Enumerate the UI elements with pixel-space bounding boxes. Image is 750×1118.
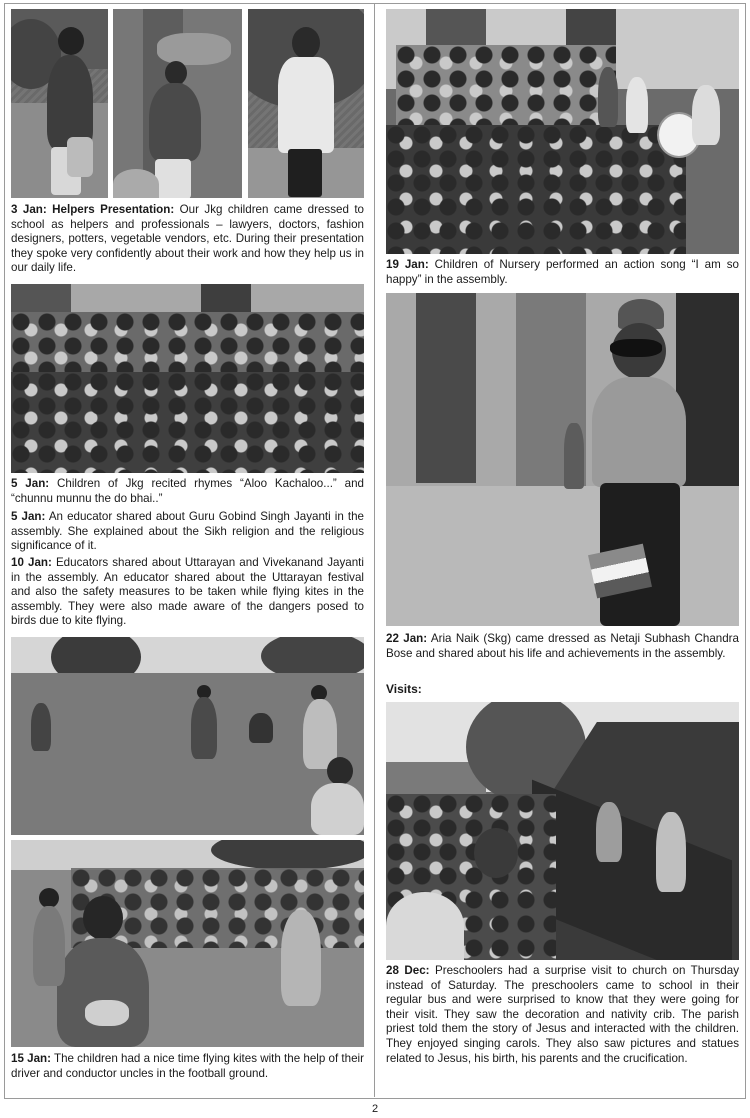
caption-5jan-guru (11, 510, 364, 554)
caption-5jan-rhymes (11, 477, 364, 506)
text-5jan-rhymes: Children of Jkg recited rhymes “Aloo Kachaloo...” and “chunnu munnu the do bhai..” (11, 477, 364, 505)
text-5jan-guru: An educator shared about Guru Gobind Singh Jayanti in the assembly. She explained about the Sikh religion and the religious significance of it. (11, 510, 364, 553)
text-19jan: Children of Nursery performed an action song “I am so happy” in the assembly. (386, 258, 739, 286)
photo-netaji-costume (386, 293, 739, 626)
photo-nursery-action-song (386, 9, 739, 254)
date-28dec: 28 Dec: (386, 964, 430, 977)
photo-helper-doctor (248, 9, 364, 198)
caption-15jan (11, 1052, 364, 1081)
photo-helper-milk-vendor (11, 9, 108, 198)
date-15jan: 15 Jan: (11, 1052, 51, 1065)
date-5jan-rhymes: 5 Jan: (11, 477, 50, 490)
photo-jkg-rhymes (11, 284, 364, 473)
caption-28dec (386, 964, 739, 1066)
page-number: 2 (371, 1103, 379, 1115)
caption-19jan (386, 258, 739, 287)
text-3jan: Our Jkg children came dressed to school as helpers and professionals – lawyers, doctors, fashion designers, potters, vegetable vendors, etc. During their presentation they spoke very confidently about their work and how they help us in our daily life. (11, 203, 364, 275)
caption-3jan (11, 203, 364, 276)
photo-church-nativity-crib (386, 702, 739, 960)
text-10jan: Educators shared about Uttarayan and Vivekanand Jayanti in the assembly. An educator shared about the Uttarayan festival and also the safety measures to be taken while flying kites in the assembly. They were also made aware of the dangers posed to birds due to kite flying. (11, 556, 364, 628)
caption-10jan (11, 556, 364, 629)
text-15jan: The children had a nice time flying kites with the help of their driver and conductor uncles in the football ground. (11, 1052, 364, 1080)
title-3jan: Helpers Presentation: (52, 203, 175, 216)
visits-heading: Visits: (386, 682, 422, 696)
date-19jan: 19 Jan: (386, 258, 429, 271)
text-28dec: Preschoolers had a surprise visit to church on Thursday instead of Saturday. The preschoolers came to school in their regular bus and were surprised to know that they were going for their visit. They saw the decoration and nativity crib. The parish priest told them the story of Jesus and interacted with the children. They enjoyed singing carols. They also saw pictures and statues related to Jesus, his birth, his parents and the crucification. (386, 964, 739, 1065)
date-10jan: 10 Jan: (11, 556, 52, 569)
column-divider (374, 3, 375, 1097)
date-5jan-guru: 5 Jan: (11, 510, 46, 523)
photo-kite-field (11, 637, 364, 835)
text-22jan: Aria Naik (Skg) came dressed as Netaji Subhash Chandra Bose and shared about his life and achievements in the assembly. (386, 632, 739, 660)
caption-22jan (386, 632, 739, 661)
photo-kite-flying-boy (11, 840, 364, 1047)
date-22jan: 22 Jan: (386, 632, 428, 645)
photo-helper-vendor-basket (113, 9, 242, 198)
date-3jan: 3 Jan: (11, 203, 47, 216)
